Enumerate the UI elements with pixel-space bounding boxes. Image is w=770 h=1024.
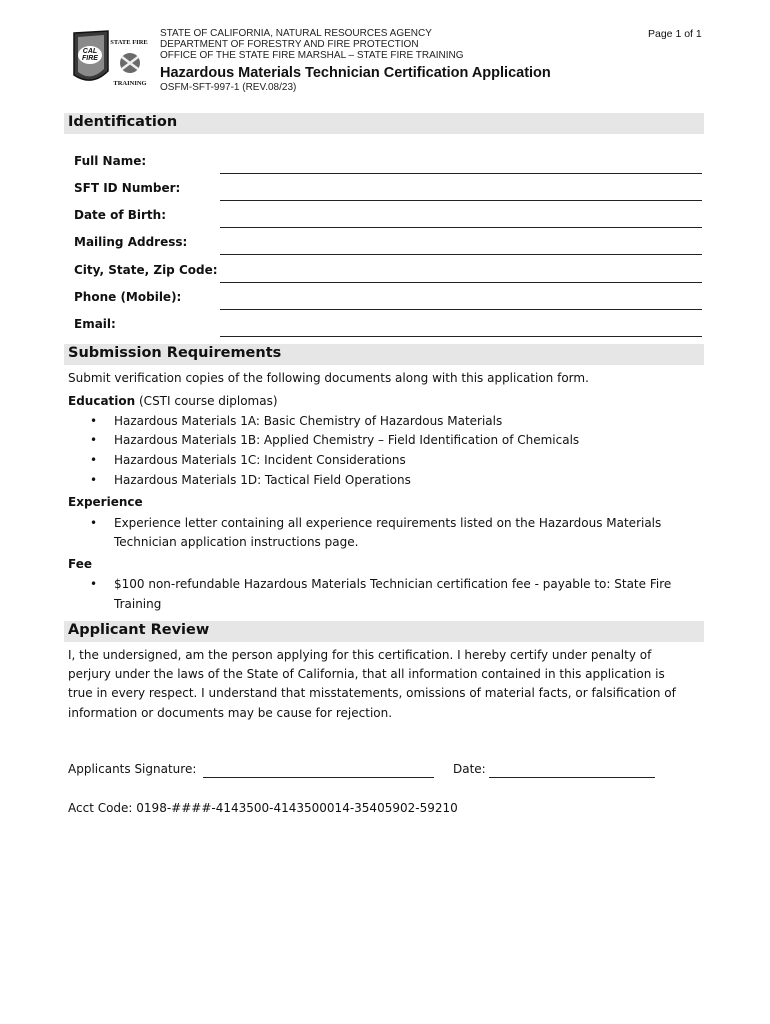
agency-line-2: DEPARTMENT OF FORESTRY AND FIRE PROTECTION	[160, 39, 419, 50]
city-state-zip-label: City, State, Zip Code:	[74, 263, 218, 277]
education-label: Education	[68, 394, 136, 408]
date-of-birth-label: Date of Birth:	[74, 208, 167, 222]
education-item-1d: Hazardous Materials 1D: Tactical Field Operations	[114, 473, 411, 487]
sft-id-field[interactable]	[74, 181, 702, 201]
fee-item-line-1: $100 non-refundable Hazardous Materials Technician certification fee - payable to: State Fire	[114, 577, 672, 591]
fee-item-line-2: Training	[114, 597, 162, 611]
identification-section-header	[64, 113, 704, 134]
submission-heading: Submission Requirements	[68, 345, 282, 361]
mailing-address-input-line[interactable]	[220, 254, 702, 255]
email-label: Email:	[74, 317, 116, 331]
email-field[interactable]	[74, 317, 702, 337]
bullet-icon: •	[90, 433, 98, 447]
bullet-icon: •	[90, 577, 98, 591]
review-text-line-3: true in every respect. I understand that misstatements, omissions of material facts, or falsification of	[68, 686, 676, 700]
mailing-address-label: Mailing Address:	[74, 235, 188, 249]
form-title: Hazardous Materials Technician Certification Application	[160, 65, 551, 81]
sft-id-input-line[interactable]	[220, 200, 702, 201]
bullet-icon: •	[90, 473, 98, 487]
phone-mobile-label: Phone (Mobile):	[74, 290, 182, 304]
svg-text:TRAINING: TRAINING	[113, 80, 147, 87]
phone-mobile-field[interactable]	[74, 290, 702, 310]
bullet-icon: •	[90, 414, 98, 428]
full-name-input-line[interactable]	[220, 173, 702, 174]
svg-text:FIRE: FIRE	[82, 55, 98, 62]
city-state-zip-input-line[interactable]	[220, 282, 702, 283]
sft-id-label: SFT ID Number:	[74, 181, 181, 195]
mailing-address-field[interactable]	[74, 235, 702, 255]
fee-label: Fee	[68, 557, 92, 571]
form-header	[160, 28, 551, 94]
identification-heading: Identification	[68, 114, 178, 130]
form-code: OSFM-SFT-997-1 (REV.08/23)	[160, 82, 297, 93]
date-of-birth-field[interactable]	[74, 208, 702, 228]
bullet-icon: •	[90, 453, 98, 467]
page-number: Page 1 of 1	[648, 28, 702, 40]
city-state-zip-field[interactable]	[74, 263, 702, 283]
education-heading	[68, 392, 278, 412]
signature-input-line[interactable]	[203, 776, 434, 778]
signature-label: Applicants Signature:	[68, 762, 197, 776]
date-of-birth-input-line[interactable]	[220, 227, 702, 228]
svg-text:STATE FIRE: STATE FIRE	[110, 39, 148, 46]
experience-label: Experience	[68, 495, 143, 509]
date-label: Date:	[453, 762, 486, 776]
email-input-line[interactable]	[220, 336, 702, 337]
acct-code: Acct Code: 0198-####-4143500-4143500014-35405902-59210	[68, 801, 458, 815]
svg-text:CAL: CAL	[82, 48, 98, 55]
experience-item-line-1: Experience letter containing all experience requirements listed on the Hazardous Materials	[114, 516, 662, 530]
date-input-line[interactable]	[489, 776, 655, 778]
applicant-review-section-header	[64, 621, 704, 642]
education-item-1c: Hazardous Materials 1C: Incident Considerations	[114, 453, 406, 467]
applicant-review-heading: Applicant Review	[68, 622, 210, 638]
education-note: (CSTI course diplomas)	[135, 394, 278, 408]
review-text-line-2: perjury under the laws of the State of California, that all information contained in this application is	[68, 667, 665, 681]
review-text-line-4: information or documents may be cause for rejection.	[68, 706, 393, 720]
review-text-line-1: I, the undersigned, am the person applying for this certification. I hereby certify under penalty of	[68, 648, 652, 662]
bullet-icon: •	[90, 516, 98, 530]
cal-fire-state-fire-training-logo	[68, 27, 152, 89]
experience-item-line-2: Technician application instructions page.	[114, 535, 359, 549]
submission-section-header	[64, 344, 704, 365]
agency-line-3: OFFICE OF THE STATE FIRE MARSHAL – STATE FIRE TRAINING	[160, 50, 464, 61]
agency-line-1: STATE OF CALIFORNIA, NATURAL RESOURCES AGENCY	[160, 28, 432, 39]
full-name-field[interactable]	[74, 154, 702, 174]
phone-mobile-input-line[interactable]	[220, 309, 702, 310]
submission-intro: Submit verification copies of the following documents along with this application form.	[68, 371, 589, 385]
full-name-label: Full Name:	[74, 154, 147, 168]
education-item-1a: Hazardous Materials 1A: Basic Chemistry of Hazardous Materials	[114, 414, 503, 428]
education-item-1b: Hazardous Materials 1B: Applied Chemistry – Field Identification of Chemicals	[114, 433, 580, 447]
